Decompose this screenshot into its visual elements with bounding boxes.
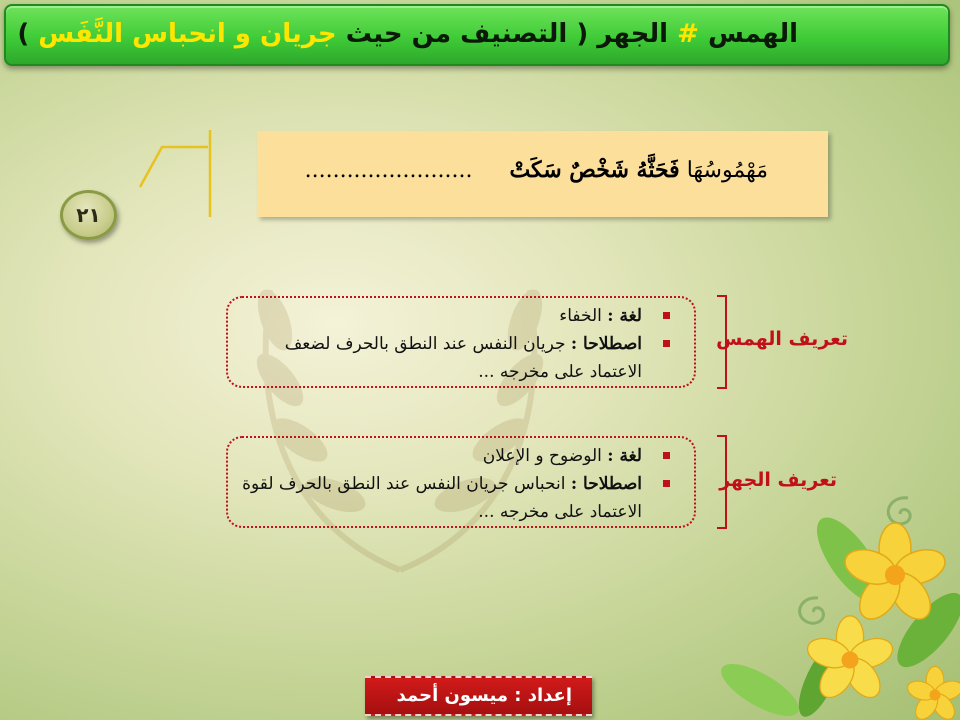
hams-istilah-item — [236, 330, 672, 386]
letters-prefix: مَهْمُوسُهَا — [686, 158, 768, 183]
bullet-square-icon — [663, 312, 670, 319]
hams-term: تعريف الهمس — [716, 328, 848, 350]
letters-line — [304, 157, 768, 183]
jahr-lugha-label: لغة : — [607, 446, 642, 466]
jahr-lugha-item — [236, 442, 672, 470]
bullet-square-icon — [663, 452, 670, 459]
jahr-istilah-label: اصطلاحا : — [570, 474, 642, 494]
hams-definition-box — [226, 296, 696, 388]
title-banner — [4, 4, 950, 66]
letters-dots: ........................ — [304, 158, 473, 183]
flower-cluster-icon — [700, 480, 960, 720]
prepared-by-ribbon — [365, 676, 592, 716]
jahr-definition-box — [226, 436, 696, 528]
hams-istilah-label: اصطلاحا : — [570, 334, 642, 354]
hams-lugha-item — [236, 302, 672, 330]
title-classification: ( التصنيف من حيث — [345, 19, 589, 49]
hams-istilah-value: جريان النفس عند النطق بالحرف لضعف الاعتماد على مخرجه ... — [284, 334, 642, 382]
hams-lugha-label: لغة : — [607, 306, 642, 326]
jahr-term: تعريف الجهر — [719, 469, 837, 491]
jahr-istilah-value: انحباس جريان النفس عند النطق بالحرف لقوة الاعتماد على مخرجه ... — [242, 474, 642, 522]
laurel-watermark-icon — [180, 230, 620, 590]
bracket-lines-icon — [130, 125, 220, 220]
prepared-by-text: إعداد : ميسون أحمد — [396, 685, 572, 706]
letters-phrase: فَحَثَّهُ شَخْصٌ سَكَتْ — [509, 157, 680, 183]
title-jahr: الجهر — [597, 19, 669, 49]
title-hash: # — [677, 19, 699, 49]
jahr-lugha-value: الوضوح و الإعلان — [482, 446, 602, 466]
page-number-badge: ٢١ — [60, 190, 117, 240]
title-criteria: جريان و انحباس النَّفَس — [38, 19, 337, 49]
bullet-square-icon — [663, 480, 670, 487]
title-close-paren: ) — [17, 19, 30, 49]
hams-lugha-value: الخفاء — [559, 306, 602, 326]
title-hams: الهمس — [707, 19, 798, 49]
jahr-istilah-item — [236, 470, 672, 526]
page-title — [17, 19, 798, 49]
letters-box — [257, 131, 828, 217]
bullet-square-icon — [663, 340, 670, 347]
